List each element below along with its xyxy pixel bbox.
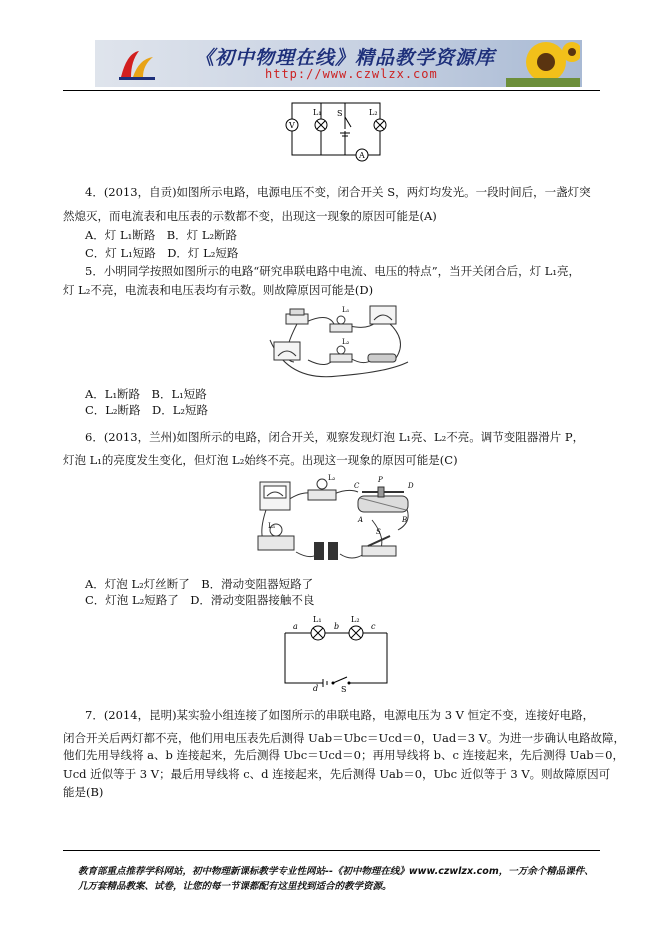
q6-label-s: S (376, 528, 381, 536)
q7-label-d: d (313, 684, 319, 693)
q7-circuit-figure (283, 615, 389, 693)
header-banner (95, 40, 582, 87)
q4-label-v: V (289, 121, 295, 130)
q7-label-c: c (371, 622, 376, 631)
q5-line-1: 5．小明同学按照如图所示的电路“研究串联电路中电流、电压的特点”，当开关闭合后，灯 L₁亮， (85, 264, 580, 278)
q5-line-2: 灯 L₂不亮，电流表和电压表均有示数。则故障原因可能是(D) (63, 283, 374, 297)
q6-label-b: B (402, 516, 408, 524)
q7-label-s: S (341, 685, 347, 693)
q4-circuit-figure (285, 97, 389, 163)
q5-options-cd: C．L₂断路 D．L₂短路 (85, 403, 209, 417)
q5-label-l2: L₂ (342, 338, 350, 346)
q7-line-1: 7．(2014，昆明)某实验小组连接了如图所示的串联电路，电源电压为 3 V 恒定不变，连接好电路， (85, 708, 595, 722)
q4-label-s: S (337, 109, 343, 118)
q4-line-1: 4．(2013，自贡)如图所示电路，电源电压不变，闭合开关 S，两灯均发光。一段时间后，一盏灯突 (85, 185, 591, 199)
q6-label-a: A (358, 516, 364, 524)
q5-label-l1: L₁ (342, 306, 350, 314)
footer-line-2: 几万套精品教案、试卷，让您的每一节课都配有这里找到适合的教学资源。 (78, 881, 392, 892)
header-rule (63, 90, 600, 91)
q6-options-ab: A．灯泡 L₂灯丝断了 B．滑动变阻器短路了 (85, 577, 314, 591)
q6-circuit-figure (248, 470, 420, 568)
q7-line-5: 能是(B) (63, 785, 104, 799)
footer-rule (63, 850, 600, 851)
q6-label-c: C (354, 482, 360, 490)
q7-label-b: b (334, 622, 340, 631)
q7-label-a: a (293, 622, 298, 631)
q4-label-l1: L₁ (313, 108, 322, 117)
q5-circuit-figure (268, 300, 413, 383)
q4-line-2: 然熄灭，而电流表和电压表的示数都不变，出现这一现象的原因可能是(A) (63, 209, 437, 223)
q7-label-l1: L₁ (313, 615, 322, 624)
q6-options-cd: C．灯泡 L₂短路了 D．滑动变阻器接触不良 (85, 593, 315, 607)
q6-line-2: 灯泡 L₁的亮度发生变化，但灯泡 L₂始终不亮。出现这一现象的原因可能是(C) (63, 453, 458, 467)
q6-line-1: 6．(2013，兰州)如图所示的电路，闭合开关，观察发现灯泡 L₁亮、L₂不亮。调节变阻器滑片 P， (85, 430, 585, 444)
q7-line-3: 他们先用导线将 a、b 连接起来，先后测得 Ubc＝Ucd＝0；再用导线将 b、c 连接起来，先后测得 Uab＝0， (63, 748, 624, 762)
header-url[interactable]: http://www.czwlzx.com (265, 67, 438, 81)
q6-label-p: P (378, 476, 383, 484)
q4-options-ab: A．灯 L₁断路 B．灯 L₂断路 (85, 228, 238, 242)
q4-label-a: A (359, 151, 365, 160)
q7-label-l2: L₂ (351, 615, 360, 624)
q7-line-2: 闭合开关后两灯都不亮，他们用电压表先后测得 Uab＝Ubc＝Ucd＝0，Uad＝3 V。为进一步确认电路故障， (63, 731, 626, 745)
q6-label-l2: L₂ (328, 474, 336, 482)
q4-options-cd: C．灯 L₁短路 D．灯 L₂短路 (85, 246, 239, 260)
q7-line-4: Ucd 近似等于 3 V；最后用导线将 c、d 连接起来，先后测得 Uab＝0，Ubc 近似等于 3 V。则故障原因可 (63, 767, 611, 781)
header-title: 《初中物理在线》精品教学资源库 (195, 47, 496, 69)
sunflower-icon (506, 40, 580, 87)
q5-options-ab: A．L₁断路 B．L₁短路 (85, 387, 207, 401)
footer-line-1: 教育部重点推荐学科网站，初中物理新课标教学专业性网站--《初中物理在线》www.czwlzx.com，一万余个精品课件、 (78, 866, 594, 877)
q4-label-l2: L₂ (369, 108, 378, 117)
q6-label-d: D (408, 482, 414, 490)
q6-label-l1: L₁ (268, 522, 276, 530)
site-logo-icon (117, 47, 157, 81)
